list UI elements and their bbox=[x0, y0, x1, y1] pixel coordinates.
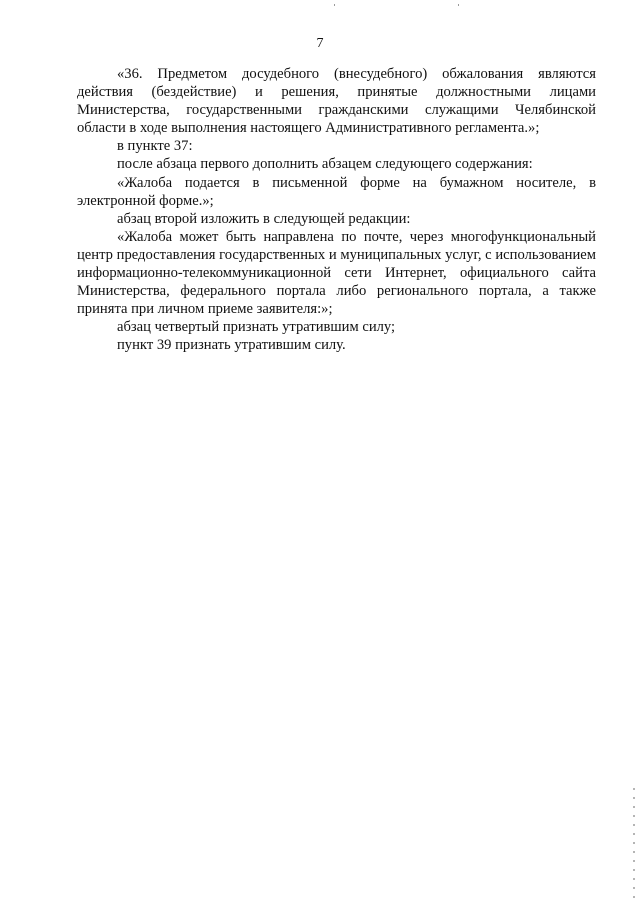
paragraph-complaint-subject: «36. Предметом досудебного (внесудебного) обжалования являются действия (бездействие) и решения, принятые должностными лицами Министерства, государственными гражданскими служащими Челябинской области в ходе выполнения настоящего Административного регламента.»; bbox=[77, 66, 596, 137]
paragraph-clause-39-void: пункт 39 признать утратившим силу. bbox=[117, 337, 346, 354]
page-number: 7 bbox=[316, 36, 324, 51]
scan-mark-top-left bbox=[334, 4, 335, 6]
scan-edge-marks bbox=[633, 788, 635, 900]
paragraph-fourth-void: абзац четвертый признать утратившим силу; bbox=[117, 319, 396, 336]
paragraph-complaint-channels: «Жалоба может быть направлена по почте, через многофункциональный центр предоставления государственных и муниципальных услуг, с использованием информационно-телекоммуникационной сети Интернет, официального сайта Министерства, федерального портала либо регионального портала, а также принята при личном приеме заявителя:»; bbox=[77, 228, 596, 318]
scan-mark-top-right bbox=[458, 4, 459, 6]
paragraph-clause-37: в пункте 37: bbox=[117, 138, 193, 155]
paragraph-complaint-form: «Жалоба подается в письменной форме на бумажном носителе, в электронной форме.»; bbox=[77, 174, 596, 209]
paragraph-second-restate: абзац второй изложить в следующей редакции: bbox=[117, 210, 411, 227]
document-body bbox=[77, 65, 596, 355]
paragraph-add-after-first: после абзаца первого дополнить абзацем следующего содержания: bbox=[117, 156, 533, 173]
